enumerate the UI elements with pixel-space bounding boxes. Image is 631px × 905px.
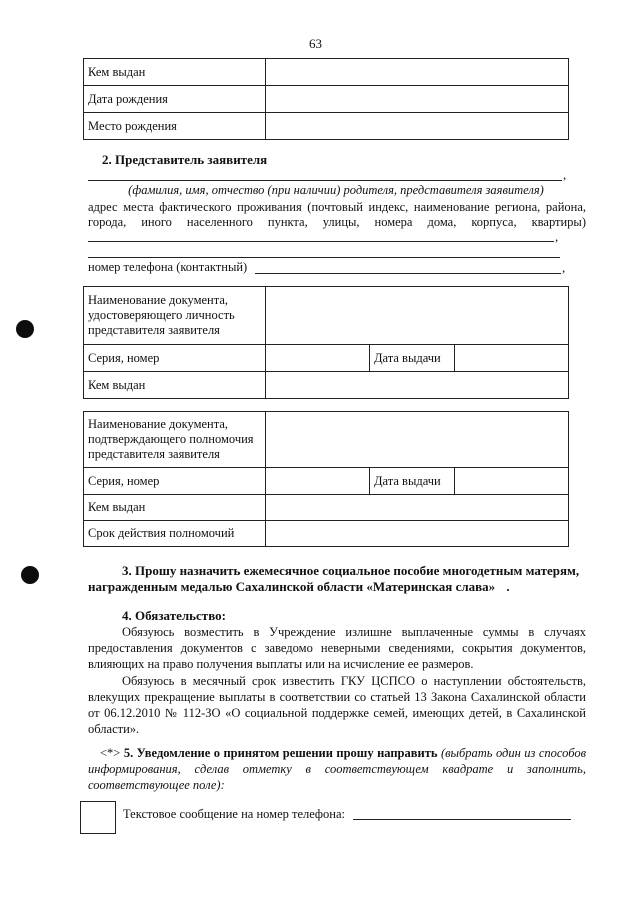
section3-line2-text: награжденным медалью Сахалинской области «Материнская слава» (88, 579, 496, 594)
section4-title: 4. Обязательство: (122, 608, 226, 623)
obligation-paragraph-1: Обязуюсь возместить в Учреждение излишне выплаченные суммы в случаях предоставления документов с заведомо неверными сведениями, сокрытия документов, влияющих на право получения выплаты или на исчисление ее размеров. (88, 625, 586, 671)
rep-auth-series-field[interactable] (266, 468, 370, 495)
obligation-paragraph-2: Обязуюсь в месячный срок известить ГКУ ЦСПСО о наступлении обстоятельств, влекущих прекращение выплаты в соответствии со статьей 13 Закона Сахалинской области от 06.12.2010 № 112-ЗО «О социальной поддержке семей, имеющих детей, в Сахалинской области». (88, 674, 586, 736)
fio-line[interactable] (88, 180, 562, 181)
phone-comma: , (562, 260, 566, 275)
applicant-table (83, 58, 569, 140)
section5-text (88, 745, 586, 793)
hole-punch-mark (21, 566, 39, 584)
rep-id-doc-label: Наименование документа, удостоверяющего личность представителя заявителя (84, 287, 266, 345)
section2-title: 2. Представитель заявителя (102, 152, 268, 167)
address-label-line2: города, иного населенного пункта, улицы, номера дома, корпуса, квартиры) (88, 215, 586, 229)
rep-id-issued-label: Кем выдан (84, 372, 266, 399)
rep-id-series-field[interactable] (266, 345, 370, 372)
birth-date-label: Дата рождения (84, 86, 266, 113)
phone-line[interactable] (255, 273, 561, 274)
address-comma: , (555, 229, 559, 244)
rep-id-doc-field[interactable] (266, 287, 569, 345)
section5-prefix: <*> (100, 746, 121, 760)
rep-auth-validity-label: Срок действия полномочий (84, 521, 266, 547)
representative-authority-table (83, 411, 569, 547)
sms-phone-line[interactable] (353, 819, 571, 820)
rep-auth-doc-field[interactable] (266, 412, 569, 468)
hole-punch-mark (16, 320, 34, 338)
rep-id-date-field[interactable] (455, 345, 569, 372)
phone-label: номер телефона (контактный) (88, 260, 248, 274)
section5-note: (выбрать один из способов информирования, сделав отметку в соответствующем квадрате и заполнить, соответствующее поле): (88, 746, 587, 792)
rep-auth-validity-field[interactable] (266, 521, 569, 547)
rep-auth-date-label: Дата выдачи (370, 468, 455, 495)
issued-by-field[interactable] (266, 59, 569, 86)
rep-auth-issued-label: Кем выдан (84, 495, 266, 521)
issued-by-label: Кем выдан (84, 59, 266, 86)
sms-option-label: Текстовое сообщение на номер телефона: (123, 807, 345, 821)
birth-date-field[interactable] (266, 86, 569, 113)
fio-comma: , (563, 167, 567, 182)
representative-id-table (83, 286, 569, 399)
rep-id-issued-field[interactable] (266, 372, 569, 399)
rep-auth-issued-field[interactable] (266, 495, 569, 521)
birth-place-field[interactable] (266, 113, 569, 140)
address-line-1[interactable] (88, 241, 554, 242)
section3-period: . (506, 579, 510, 594)
rep-auth-date-field[interactable] (455, 468, 569, 495)
rep-id-date-label: Дата выдачи (370, 345, 455, 372)
sms-option-checkbox[interactable] (80, 801, 116, 834)
rep-id-series-label: Серия, номер (84, 345, 266, 372)
address-label-line1: адрес места фактического проживания (почтовый индекс, наименование региона, района, (88, 200, 586, 214)
section5-title: 5. Уведомление о принятом решении прошу направить (123, 746, 438, 760)
address-line-2[interactable] (88, 257, 560, 258)
rep-auth-doc-label: Наименование документа, подтверждающего полномочия представителя заявителя (84, 412, 266, 468)
fio-caption: (фамилия, имя, отчество (при наличии) родителя, представителя заявителя) (128, 183, 544, 197)
rep-auth-series-label: Серия, номер (84, 468, 266, 495)
section3-line2 (88, 579, 510, 595)
page-number: 63 (309, 36, 322, 51)
birth-place-label: Место рождения (84, 113, 266, 140)
section3-line1: 3. Прошу назначить ежемесячное социальное пособие многодетным матерям, (122, 563, 580, 578)
